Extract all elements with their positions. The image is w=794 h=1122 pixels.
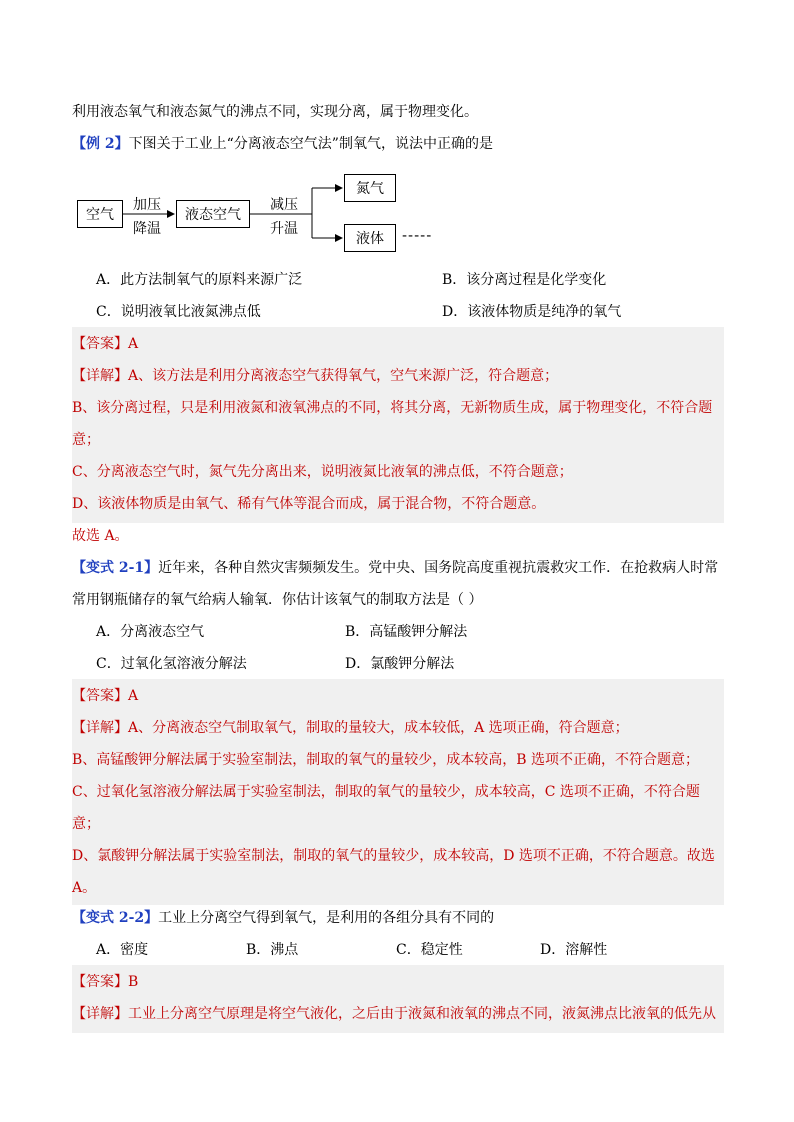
box-liquid-air: 液态空气 (176, 200, 250, 228)
example2-option-d: D．该液体物质是纯净的氧气 (442, 304, 622, 320)
variant21-explain-0: 【详解】A、分离液态空气制取氧气，制取的量较大，成本较低，A 选项正确，符合题意； (72, 720, 629, 736)
variant22-tag: 【变式 2-2】 (72, 910, 159, 926)
example2-answer (72, 334, 138, 354)
label-heat: 升温 (270, 221, 298, 237)
variant22-option-b: B．沸点 (246, 942, 299, 958)
variant21-option-c: C．过氧化氢溶液分解法 (96, 656, 247, 672)
example2-tag: 【例 2】 (72, 136, 129, 152)
diagram-arrows (72, 172, 472, 262)
example2-explain-4: D、该液体物质是由氧气、稀有气体等混合而成，属于混合物，不符合题意。 (72, 496, 546, 512)
variant21-explain-4: D、氯酸钾分解法属于实验室制法，制取的氧气的量较少，成本较高，D 选项不正确，不符合题意。故选 (72, 848, 715, 864)
example2-option-b: B．该分离过程是化学变化 (442, 272, 607, 288)
variant21-explain-3: 意； (72, 816, 100, 832)
answer-value: A (128, 336, 139, 352)
air-separation-diagram (72, 172, 472, 262)
variant21-tag: 【变式 2-1】 (72, 560, 159, 576)
example2-explain-3: C、分离液态空气时，氮气先分离出来，说明液氮比液氧的沸点低，不符合题意； (72, 464, 573, 480)
variant21-option-b: B．高锰酸钾分解法 (345, 624, 468, 640)
example2-explain-0: 【详解】A、该方法是利用分离液态空气获得氧气，空气来源广泛，符合题意； (72, 368, 559, 384)
variant22-answer: 【答案】B (72, 974, 139, 990)
variant21-explain-2: C、过氧化氢溶液分解法属于实验室制法，制取的氧气的量较少，成本较高，C 选项不正确，不符合题 (72, 784, 700, 800)
variant22-explain-0: 【详解】工业上分离空气原理是将空气液化，之后由于液氮和液氧的沸点不同，液氮沸点比液氧的低先从 (72, 1006, 716, 1022)
example2-option-a: A．此方法制氧气的原料来源广泛 (96, 272, 303, 288)
variant21-answer: 【答案】A (72, 688, 139, 704)
variant22-option-c: C．稳定性 (396, 942, 463, 958)
label-cool: 降温 (133, 221, 161, 237)
variant22-question: 【变式 2-2】工业上分离空气得到氧气，是利用的各组分具有不同的 (72, 910, 495, 926)
variant21-question-line2: 常用钢瓶储存的氧气给病人输氧．你估计该氧气的制取方法是（ ） (72, 592, 483, 608)
intro-text: 利用液态氧气和液态氮气的沸点不同，实现分离，属于物理变化。 (72, 104, 478, 120)
variant21-question-line1: 【变式 2-1】近年来，各种自然灾害频频发生。党中央、国务院高度重视抗震救灾工作．在抢救病人时常 (72, 560, 719, 576)
label-pressurize: 加压 (133, 197, 161, 213)
example2-explain-1: B、该分离过程，只是利用液氮和液氧沸点的不同，将其分离，无新物质生成，属于物理变化，不符合题 (72, 400, 713, 416)
example2-option-c: C．说明液氧比液氮沸点低 (96, 304, 261, 320)
label-depressurize: 减压 (270, 197, 298, 213)
variant22-option-a: A．密度 (96, 942, 149, 958)
explain-tag: 【详解】 (72, 368, 128, 384)
example2-question-text: 下图关于工业上“分离液态空气法”制氧气，说法中正确的是 (128, 136, 493, 152)
box-air: 空气 (77, 200, 123, 228)
box-nitrogen: 氮气 (344, 174, 396, 202)
example2-explain-5: 故选 A。 (72, 528, 129, 544)
example2-explain-2: 意； (72, 432, 100, 448)
variant21-option-d: D．氯酸钾分解法 (345, 656, 455, 672)
variant22-option-d: D．溶解性 (540, 942, 608, 958)
variant21-explain-1: B、高锰酸钾分解法属于实验室制法，制取的氧气的量较少，成本较高，B 选项不正确，不符合题意； (72, 752, 700, 768)
example2-question (72, 134, 493, 154)
box-liquid: 液体 (344, 224, 396, 252)
dashes: ----- (402, 228, 433, 244)
variant21-option-a: A．分离液态空气 (96, 624, 205, 640)
answer-tag: 【答案】 (72, 336, 128, 352)
variant21-explain-5: A。 (72, 880, 97, 896)
